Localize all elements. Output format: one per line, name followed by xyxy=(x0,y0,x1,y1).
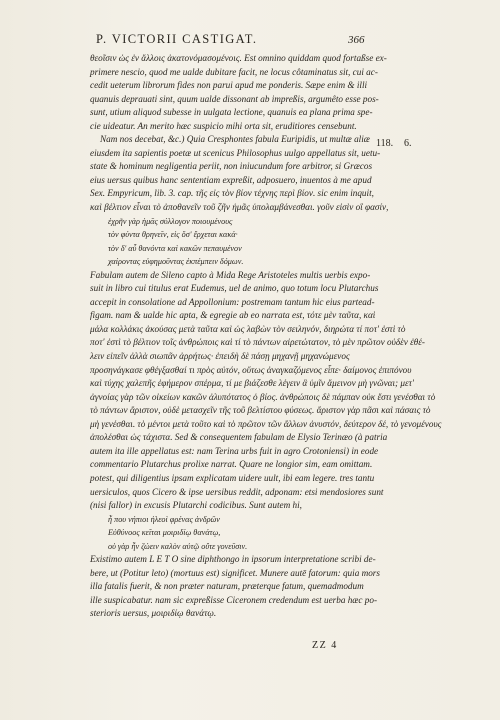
text-line: καὶ βέλτιον εἶναι τὸ ἀποθανεῖν τοῦ ζῆν ἡμᾶς ὑπολαμβάνεσθαι. γοῦν εἰσὶν οἳ φασίν, xyxy=(90,202,389,213)
text-line: cedit ueterum librorum fides non parui apud me ponderis. Sæpe enim & illi xyxy=(90,80,368,91)
text-line: χαίροντας εὐφημοῦντας ἐκπέμπειν δόμων. xyxy=(108,257,244,267)
signature-mark: ZZ 4 xyxy=(312,640,338,651)
text-line: ἦ που νήπιοι ἠλεοὶ φρένας ἀνδρῶν xyxy=(108,514,220,524)
text-line: προσηνάγκασε φθέγξασθαί τι πρὸς αὐτόν, οὕτως ἀναγκαζόμενος εἶπε· δαίμονος ἐπιπόνου xyxy=(90,364,412,375)
text-line: ἀγνοίας γὰρ τῶν οἰκείων κακῶν ἀλυπότατος ὁ βίος. ἀνθρώποις δὲ πάμπαν οὐκ ἔστι γενέσθαι τὸ xyxy=(90,391,436,402)
text-line: τὸν δ' αὖ θανόντα καὶ κακῶν πεπαυμένον xyxy=(108,243,242,253)
text-line: bere, ut (Potitur leto) (mortuus est) significet. Munere autē fatorum: quia mors xyxy=(90,567,380,578)
text-line: ποτ' ἐστὶ τὸ βέλτιον τοῖς ἀνθρώποις καὶ τί τὸ πάντων αἱρετώτατον, τὸ μὲν πρῶτον οὐδὲν ἐθέ- xyxy=(90,337,425,348)
text-line: Fabulam autem de Sileno capto à Mida Rege Aristoteles multis uerbis expo- xyxy=(90,269,371,280)
text-line: suit in libro cui titulus erat Eudemus, uel de animo, quo totum locu Plutarchus xyxy=(90,283,379,294)
text-line: μὴ γενέσθαι. τὸ μέντοι μετὰ τοῦτο καὶ τὸ πρῶτον τῶν ἄλλων ἀνυστόν, δεύτερον δέ, τὸ γενομένους xyxy=(90,418,442,429)
text-line: θεοῖσιν ὡς ἐν ἄλλοις ἀκατονόμασομένοις. Est omnino quiddam quod fortaßse ex- xyxy=(90,53,387,63)
text-line: sunt, utium aliquod subesse in uulgata lectione, quanuis ea plana prima spe- xyxy=(90,107,373,118)
text-line: (nisi fallor) in excusis Plutarchi codicibus. Sunt autem hi, xyxy=(90,500,302,511)
text-line: autem ita ille appellatus est: nam Terina urbs fuit in agro Crotoniensi) in eode xyxy=(90,445,379,456)
text-block xyxy=(90,52,442,621)
text-line: accepit in consolatione ad Appollonium: postremam tantum hic eius partead- xyxy=(90,296,375,307)
text-line: μάλα κολλάκις ἀκούσας μετὰ ταῦτα καὶ ὡς λαβὼν τὸν σειληνόν, διηρώτα τί ποτ' ἐστὶ τὸ xyxy=(90,323,406,334)
margin-note-left: 118. xyxy=(376,138,394,149)
text-line: ille suspicabatur. nam sic expreßisse Ciceronem credendum est uerba hæc po- xyxy=(90,594,378,605)
text-line: τὸ πάντων ἄριστον, οὐδὲ μετασχεῖν τῆς τοῦ βελτίστου φύσεως. ἄριστον γὰρ πᾶσι καὶ πάσαις τὸ xyxy=(90,405,431,416)
margin-note-right: 6. xyxy=(404,138,412,149)
text-line: primere nescio, quod me ualde dubitare facit, ne locus côtaminatus sit, cui ac- xyxy=(90,66,378,77)
text-line: potest, qui diligentius ipsam explicatam uidere uult, ibi eam legere. tres tantu xyxy=(90,472,375,483)
text-line: οὐ γὰρ ἦν ζώειν καλὸν αὐτῷ οὔτε γονεῦσιν. xyxy=(108,541,248,551)
text-line: ἀπολέσθαι ὡς τάχιστα. Sed & consequentem fabulam de Elysio Terinæo (à patria xyxy=(90,432,388,443)
text-line: cie uideatur. An merito hæc suspicio mihi orta sit, eruditiores censebunt. xyxy=(90,120,357,131)
text-line: λειν εἰπεῖν ἀλλὰ σιωπᾶν ἀρρήτως· ἐπειδὴ δὲ πάσῃ μηχανῇ μηχανώμενος xyxy=(90,351,350,362)
text-line: state & hominum negligentia periit, non iniucundum fore arbitror, si Græcos xyxy=(90,161,373,172)
page-number: 366 xyxy=(348,34,365,46)
text-line: Εὐθύνοος κεῖται μοιριδίῳ θανάτῳ, xyxy=(108,528,221,538)
text-line: Nam nos decebat, &c.) Quia Cresphontes fabula Euripidis, ut multæ aliæ xyxy=(100,134,370,145)
text-line: uersiculos, quos Cicero & ipse uersibus reddit, adponam: etsi mendosiores sunt xyxy=(90,486,384,497)
running-title: P. VICTORII CASTIGAT. xyxy=(96,32,258,46)
text-line: τὸν φύντα θρηνεῖν, εἰς ὅσ' ἔρχεται κακά· xyxy=(108,230,238,240)
text-line: commentario Plutarchus prolixe narrat. Quare ne longior sim, eam omittam. xyxy=(90,459,373,470)
text-line: Sex. Empyricum, lib. 3. cap. τῆς εἰς τὸν βίον τέχνης περὶ βίον. sic enim inquit, xyxy=(90,188,374,199)
text-line: sterioris uersus, μοιριδίῳ θανάτῳ. xyxy=(90,608,217,619)
text-line: eius uersus quibus hanc sententiam expreßit, adposuero, inuentos à me apud xyxy=(90,174,372,185)
text-line: figam. nam & ualde hic apta, & egregie ab eo narrata est, τότε μὲν ταῦτα, καὶ xyxy=(90,310,376,321)
text-line: καὶ τύχης χαλεπῆς ἐφήμερον σπέρμα, τί με βιάζεσθε λέγειν ἃ ὑμῖν ἄμεινον μὴ γνῶναι; μετ' xyxy=(90,378,414,389)
text-line: quanuis deprauati sint, quum ualde dissonant ab impreßis, argumêto esse pos- xyxy=(90,93,379,104)
text-line: ἐχρῆν γὰρ ἡμᾶς σύλλογον ποιουμένους xyxy=(108,216,233,226)
text-line: illa fatalis fuerit, & non præter naturam, præterque fatum, quemadmodum xyxy=(90,581,364,592)
text-line: Existimo autem L E T O sine diphthongo in ipsorum interpretatione scribi de- xyxy=(90,554,376,565)
text-line: eiusdem ita sapientis poetæ ut scenicus Philosophus uulgo appellatus sit, uetu- xyxy=(90,147,381,158)
